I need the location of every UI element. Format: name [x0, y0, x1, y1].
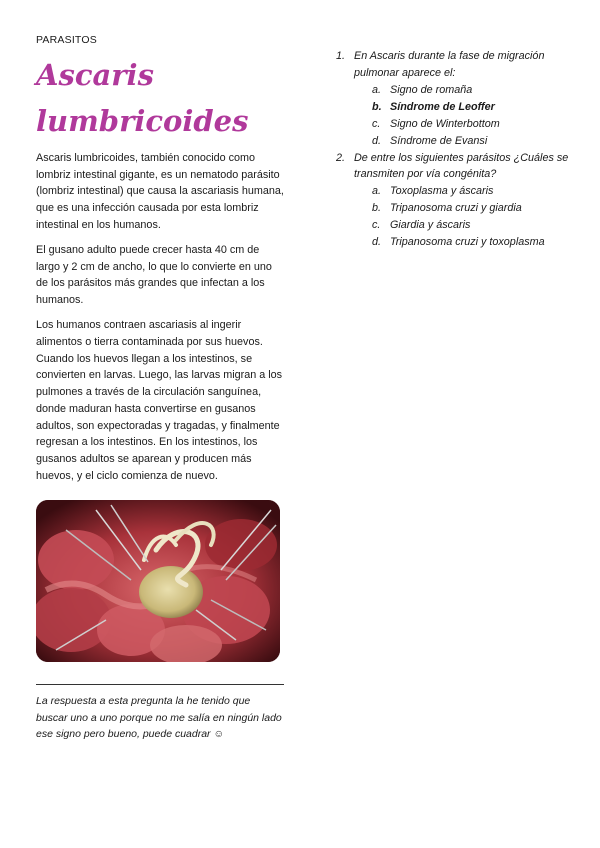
title-line-2: lumbricoides [36, 104, 249, 138]
option-item [354, 234, 582, 251]
option-letter: b. [372, 202, 382, 215]
question-1 [332, 48, 582, 150]
option-text: Toxoplasma y áscaris [390, 185, 494, 198]
question-number: 2. [336, 151, 346, 164]
question-list [332, 48, 582, 251]
paragraph-size: El gusano adulto puede crecer hasta 40 cm de largo y 2 cm de ancho, lo que lo convierte en uno de los parásitos más grandes que infectan a los humanos. [36, 244, 272, 307]
option-letter: a. [372, 83, 382, 96]
option-letter: d. [372, 236, 382, 249]
title-line-1: Ascaris [36, 58, 154, 92]
page-title [36, 52, 284, 144]
option-text: Giardia y áscaris [390, 219, 471, 232]
divider [36, 684, 284, 685]
option-text: Síndrome de Leoffer [390, 100, 495, 113]
option-text: Tripanosoma cruzi y giardia [390, 202, 522, 215]
section-label: PARASITOS [36, 34, 97, 46]
option-text: Signo de romaña [390, 83, 473, 96]
question-number: 1. [336, 50, 346, 62]
option-item [354, 82, 582, 99]
intestine-worms-image [36, 500, 280, 662]
option-item [354, 116, 582, 133]
option-item [354, 183, 582, 200]
option-list [354, 82, 582, 150]
option-item [354, 200, 582, 217]
option-item-answer [354, 99, 582, 116]
option-text: Tripanosoma cruzi y toxoplasma [390, 236, 545, 249]
paragraph-life-cycle: Los humanos contraen ascariasis al ingerir alimentos o tierra contaminada por sus huevos. Cuando los huevos llegan a los intestinos, se convierten en larvas. Luego, las larvas migran a los pulmones a través de la circulación sanguínea, donde maduran hasta convertirse en gusanos adultos, son expectoradas y tragadas, y finalmente regresan a los intestinos. En los intestinos, los gusanos adultos se aparean y producen más huevos, y el ciclo comienza de nuevo. [36, 319, 283, 482]
option-text: Signo de Winterbottom [390, 117, 500, 130]
option-list [354, 183, 582, 251]
option-letter: a. [372, 185, 382, 198]
option-item [354, 133, 582, 150]
option-text: Síndrome de Evansi [390, 134, 488, 147]
left-column [36, 34, 284, 743]
right-column [332, 48, 582, 251]
paragraph-intro: Ascaris lumbricoides, también conocido como lombriz intestinal gigante, es un nematodo parásito (lombriz intestinal) que causa la ascariasis humana, que es una infección causada por esta lombriz intestinal en los humanos. [36, 152, 284, 231]
question-2 [332, 150, 582, 252]
option-letter: d. [372, 134, 382, 147]
footnote: La respuesta a esta pregunta la he tenido que buscar uno a uno porque no me salía en ningún lado ese signo pero bueno, puede cuadrar ☺ [36, 695, 282, 741]
question-text: De entre los siguientes parásitos ¿Cuáles se transmiten por vía congénita? [354, 151, 569, 181]
option-letter: c. [372, 219, 381, 232]
question-text: En Ascaris durante la fase de migración pulmonar aparece el: [354, 50, 545, 79]
surgical-photo [36, 500, 280, 662]
option-letter: b. [372, 100, 382, 113]
option-letter: c. [372, 117, 381, 130]
option-item [354, 217, 582, 234]
